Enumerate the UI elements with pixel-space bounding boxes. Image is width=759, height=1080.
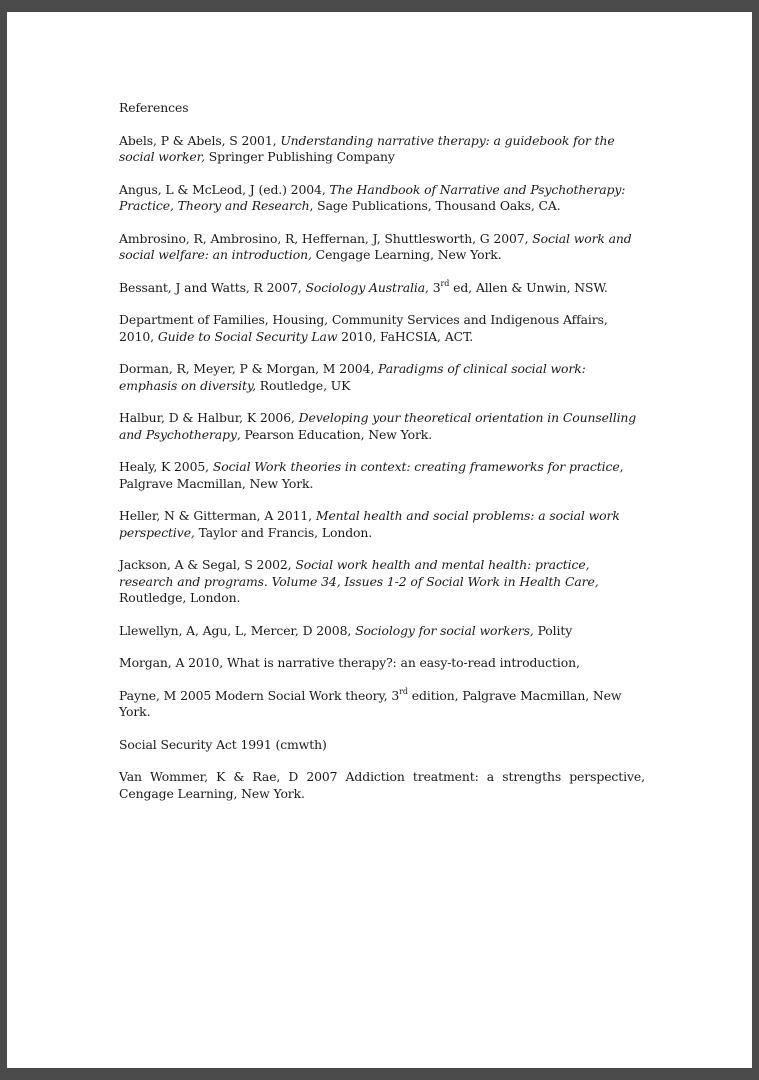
reference-entry	[119, 737, 645, 754]
references-section	[119, 100, 645, 818]
ref-title: Social Work theories in context: creating frameworks for practice	[212, 459, 620, 474]
ref-authors: Department of Families, Housing, Community Services and Indigenous Affairs, 2010,	[119, 312, 608, 344]
ref-publisher: edition, Palgrave Macmillan, New York.	[119, 687, 622, 719]
ref-title: Guide to Social Security Law	[157, 328, 338, 344]
reference-entry	[119, 459, 645, 492]
reference-entry	[119, 655, 645, 672]
ref-publisher: Routledge, London.	[119, 590, 241, 605]
reference-entry	[119, 361, 645, 394]
ref-authors: Ambrosino, R, Ambrosino, R, Heffernan, J, Shuttlesworth, G 2007,	[119, 230, 533, 246]
reference-entry	[119, 688, 645, 721]
reference-entry	[119, 557, 645, 607]
ref-authors: Abels, P & Abels, S 2001,	[119, 132, 281, 148]
ref-publisher: Springer Publishing Company	[204, 149, 395, 164]
ref-authors: Heller, N & Gitterman, A 2011,	[119, 508, 316, 523]
ref-edition: , 3	[425, 279, 441, 295]
reference-entry	[119, 133, 645, 166]
ref-text: Van Wommer, K & Rae, D 2007 Addiction treatment: a strengths perspective, Cengage Learning, New York.	[119, 769, 645, 801]
ref-authors: Bessant, J and Watts, R 2007,	[119, 279, 306, 295]
ref-text: Social Security Act 1991 (cmwth)	[119, 736, 327, 752]
ref-publisher: Cengage Learning, New York.	[311, 247, 502, 262]
ref-superscript: rd	[399, 686, 408, 696]
reference-entry	[119, 410, 645, 443]
ref-title: Understanding narrative therapy: a guidebook for the social worker,	[119, 132, 615, 164]
reference-entry	[119, 182, 645, 215]
ref-publisher: , Palgrave Macmillan, New York.	[119, 459, 624, 491]
ref-title: Mental health and social problems: a social work perspective,	[119, 508, 620, 540]
document-page	[7, 12, 752, 1068]
ref-publisher: Polity	[533, 622, 573, 638]
ref-publisher: , Pearson Education, New York.	[236, 426, 433, 442]
reference-entry	[119, 312, 645, 345]
ref-superscript: rd	[440, 278, 450, 288]
ref-text: Payne, M 2005 Modern Social Work theory, 3	[119, 687, 400, 703]
ref-publisher: Taylor and Francis, London.	[194, 524, 373, 540]
ref-title: Social work health and mental health: practice, research and programs. Volume 34, Issues 1-2 of Social Work in Health Care,	[119, 557, 599, 589]
ref-authors: Halbur, D & Halbur, K 2006,	[119, 410, 299, 425]
ref-publisher: , Sage Publications, Thousand Oaks, CA.	[309, 198, 561, 213]
ref-title: Developing your theoretical orientation in Counselling and Psychotherapy	[119, 410, 637, 442]
ref-title: Paradigms of clinical social work: emphasis on diversity,	[119, 361, 586, 393]
ref-publisher: Routledge, UK	[255, 377, 351, 393]
ref-authors: Dorman, R, Meyer, P & Morgan, M 2004,	[119, 361, 379, 376]
ref-text: Morgan, A 2010, What is narrative therapy?: an easy-to-read introduction,	[119, 655, 580, 670]
reference-entry	[119, 280, 645, 297]
ref-authors: Angus, L & McLeod, J (ed.) 2004,	[119, 181, 330, 197]
ref-publisher: ed, Allen & Unwin, NSW.	[449, 279, 608, 295]
ref-title: Sociology for social workers,	[355, 622, 534, 638]
ref-authors: Llewellyn, A, Agu, L, Mercer, D 2008,	[119, 622, 356, 638]
ref-authors: Healy, K 2005,	[119, 459, 213, 474]
reference-entry	[119, 623, 645, 640]
reference-entry	[119, 769, 645, 802]
reference-entry	[119, 508, 645, 541]
ref-publisher: 2010, FaHCSIA, ACT.	[337, 328, 474, 344]
ref-title: The Handbook of Narrative and Psychotherapy: Practice, Theory and Research	[119, 181, 626, 213]
ref-title: Social work and social welfare: an introduction,	[119, 230, 632, 262]
ref-authors: Jackson, A & Segal, S 2002,	[119, 557, 296, 572]
ref-title: Sociology Australia	[305, 279, 426, 295]
references-heading: References	[119, 100, 189, 115]
reference-entry	[119, 231, 645, 264]
